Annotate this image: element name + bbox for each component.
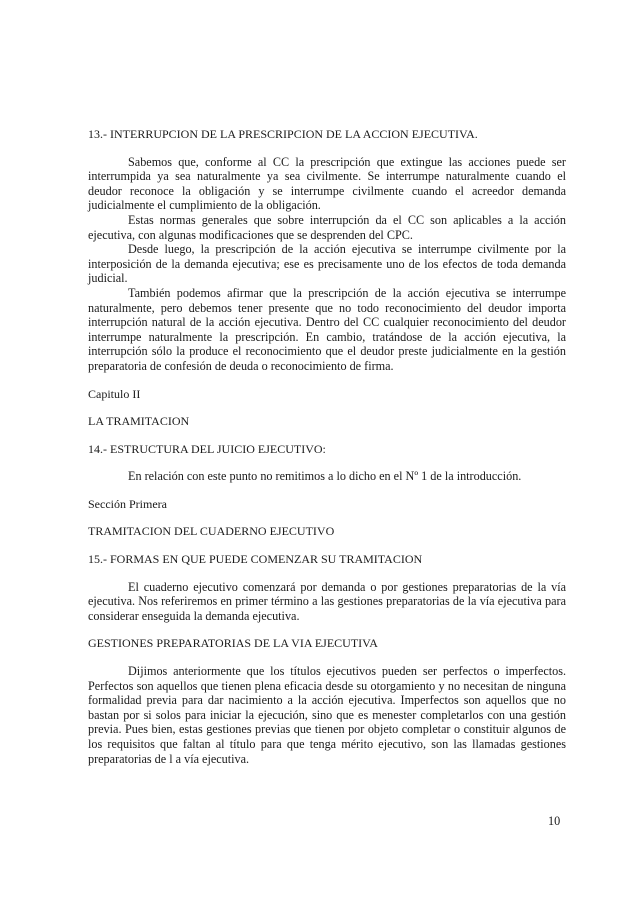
paragraph: Estas normas generales que sobre interrupción da el CC son aplicables a la acción ejecutiva, con algunas modificaciones que se desprenden del CPC. — [88, 212, 566, 242]
section-13 — [88, 127, 566, 374]
section-14 — [88, 442, 566, 484]
section-15 — [88, 552, 566, 623]
section-heading: 15.- FORMAS EN QUE PUEDE COMENZAR SU TRAMITACION — [88, 552, 423, 567]
paragraph: También podemos afirmar que la prescripción de la acción ejecutiva se interrumpe naturalmente, pero debemos tener presente que no todo reconocimiento del deudor importa interrupción natural de la acción ejecutiva. Dentro del CC cualquier reconocimiento del deudor interrumpe naturalmente la prescripción. En cambio, tratándose de la acción ejecutiva, la interrupción sólo la produce el reconocimiento que el deudor preste judicialmente en la gestión preparatoria de confesión de deuda o reconocimiento de firma. — [88, 285, 566, 373]
paragraph: El cuaderno ejecutivo comenzará por demanda o por gestiones preparatorias de la vía ejecutiva. Nos referiremos en primer término a las gestiones preparatorias de la vía ejecutiva para considerar enseguida la demanda ejecutiva. — [88, 579, 566, 623]
paragraph: Dijimos anteriormente que los títulos ejecutivos pueden ser perfectos o imperfectos. Perfectos son aquellos que tienen plena eficacia desde su otorgamiento y no necesitan de ninguna formalidad previa para dar nacimiento a la acción ejecutiva. Imperfectos son aquellos que no bastan por si solos para iniciar la ejecución, sino que es menester completarlos con una gestión previa. Pues bien, estas gestiones previas que tienen por objeto completar o constituir algunos de los requisitos que faltan al título para que tenga mérito ejecutivo, son las llamadas gestiones preparatorias de l a vía ejecutiva. — [88, 664, 566, 766]
section-heading: GESTIONES PREPARATORIAS DE LA VIA EJECUTIVA — [88, 636, 378, 651]
chapter-heading: Capitulo II — [88, 386, 141, 401]
document-body — [88, 127, 566, 779]
paragraph: En relación con este punto no remitimos a lo dicho en el Nº 1 de la introducción. — [128, 469, 522, 484]
section-heading: 13.- INTERRUPCION DE LA PRESCRIPCION DE LA ACCION EJECUTIVA. — [88, 127, 478, 141]
section-heading: 14.- ESTRUCTURA DEL JUICIO EJECUTIVO: — [88, 441, 326, 456]
paragraph: Sabemos que, conforme al CC la prescripción que extingue las acciones puede ser interrumpida ya sea naturalmente ya sea civilmente. Se interrumpe naturalmente cuando el deudor reconoce la obligación y se interrumpe civilmente cuando el acreedor demanda judicialmente el cumplimiento de la obligación. — [88, 154, 566, 213]
paragraph: Desde luego, la prescripción de la acción ejecutiva se interrumpe civilmente por la interposición de la demanda ejecutiva; ese es precisamente uno de los efectos de toda demanda judicial. — [88, 242, 566, 286]
section-gestiones — [88, 636, 566, 766]
part-title: TRAMITACION DEL CUADERNO EJECUTIVO — [88, 524, 335, 539]
page-number: 10 — [548, 814, 561, 828]
chapter-title: LA TRAMITACION — [88, 414, 190, 429]
part-heading: Sección Primera — [88, 496, 167, 511]
